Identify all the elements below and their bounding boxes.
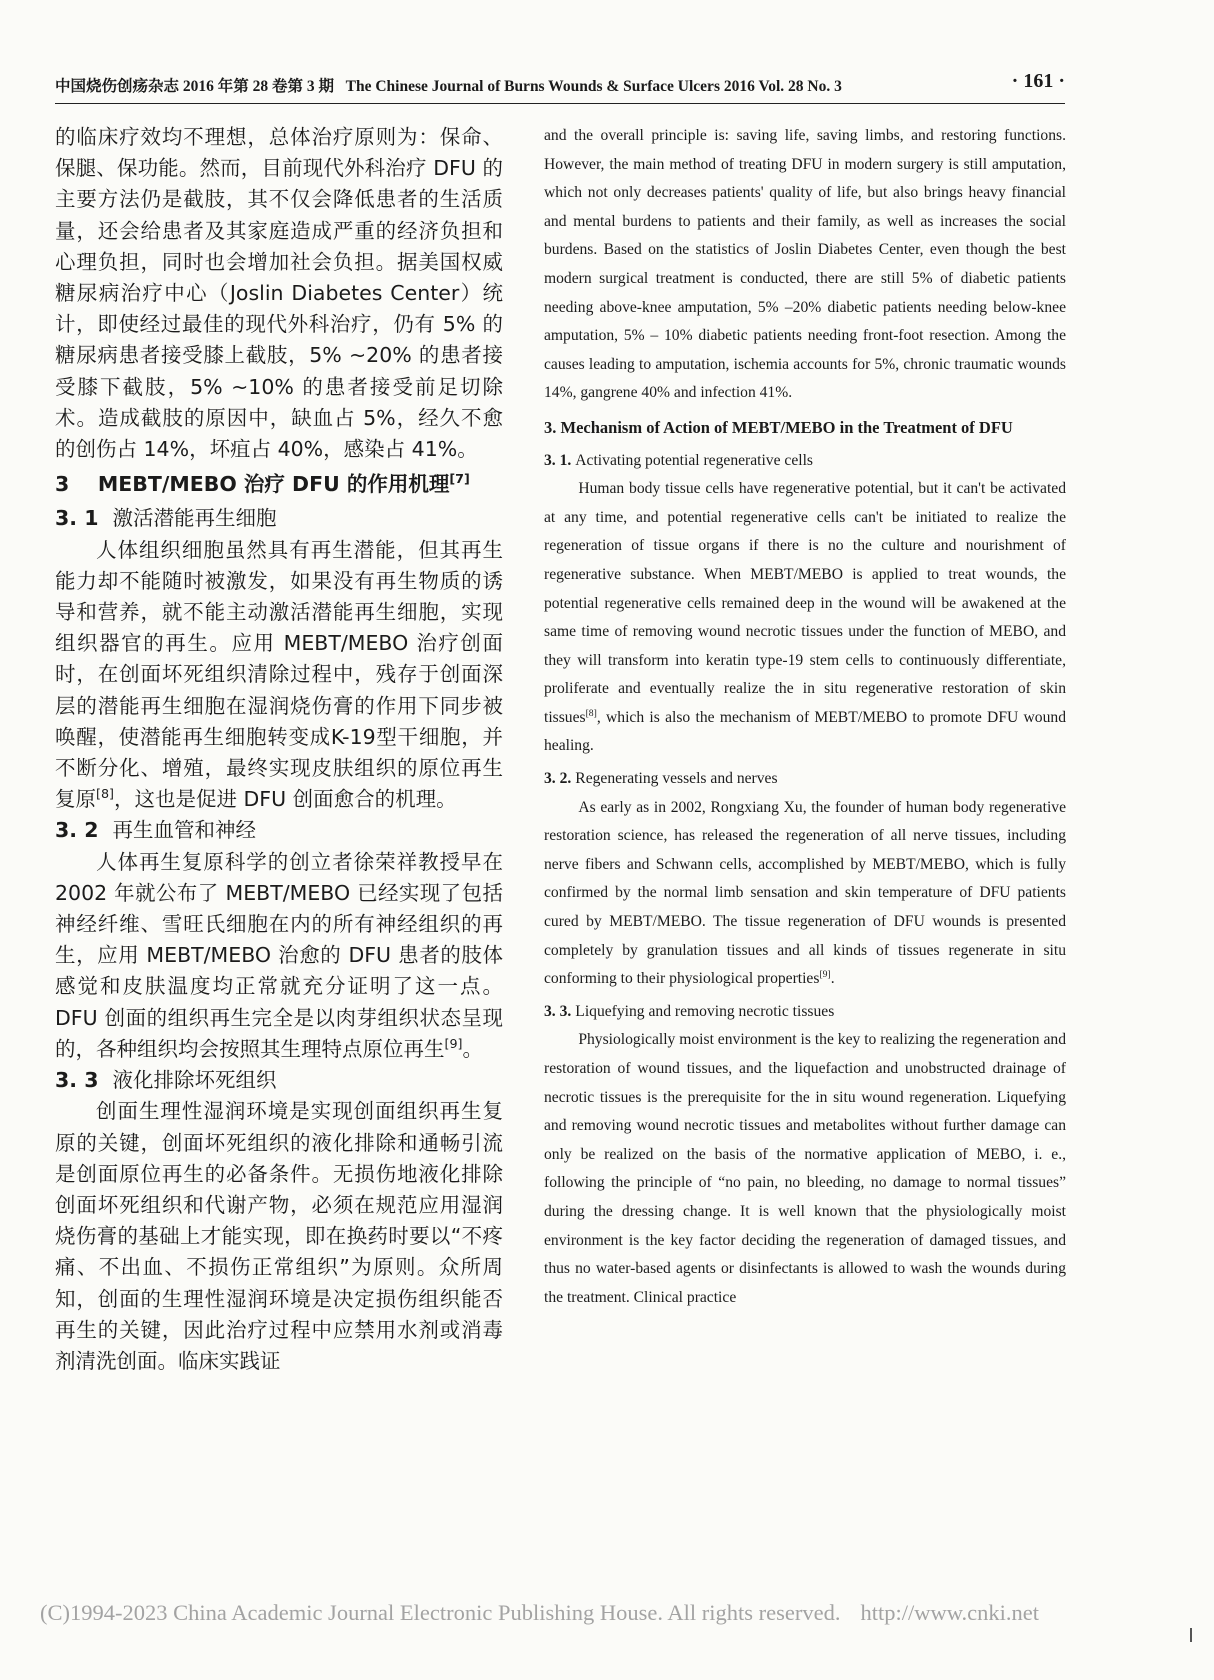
cn-s32-text-b: 。 xyxy=(462,1036,483,1061)
en-section-3-heading: 3. Mechanism of Action of MEBT/MEBO in the Treatment of DFU xyxy=(544,417,1013,437)
cn-section-3-number: 3 xyxy=(55,472,70,497)
journal-name-cn: 中国烧伤创疡杂志 2016 年第 28 卷第 3 期 xyxy=(55,78,335,95)
cn-intro-paragraph: 的临床疗效均不理想，总体治疗原则为：保命、保腿、保功能。然而，目前现代外科治疗 DFU 的主要方法仍是截肢，其不仅会降低患者的生活质量，还会给患者及其家庭造成严重的经济负担和心理负担，同时也会增加社会负担。据美国权威糖尿病治疗中心（Joslin Diabetes Center）统计，即使经过最佳的现代外科治疗，仍有 5% 的糖尿病患者接受膝上截肢，5% ~20% 的患者接受膝下截肢，5% ~10% 的患者接受前足切除术。造成截肢的原因中，缺血占 5%，经久不愈的创伤占 14%，坏疽占 40%，感染占 41%。 xyxy=(55,125,503,462)
cn-subsection-3-2-heading xyxy=(55,815,503,846)
journal-name-en: The Chinese Journal of Burns Wounds & Surface Ulcers 2016 Vol. 28 No. 3 xyxy=(345,78,842,95)
en-subsection-3-3-heading xyxy=(544,998,1066,1027)
cn-s32-ref: [9] xyxy=(444,1036,463,1052)
cn-section-3-heading xyxy=(55,469,503,500)
en-s31-text-a: Human body tissue cells have regenerative potential, but it can't be activated at any time, and potential regenerative cells can't be initiated to realize the regeneration of tissue organs if there is no the culture and nourishment of regenerative substance. When MEBT/MEBO is applied to treat wounds, the potential regenerative cells remained deep in the wound will be awakened at the same time of removing wound necrotic tissues under the function of MEBO, and they will transform into keratin type-19 stem cells to continuously differentiate, proliferate and eventually realize the in situ regenerative restoration of skin tissues xyxy=(544,480,1066,726)
cn-section-3-ref: [7] xyxy=(449,471,470,487)
en-subsection-3-2-number: 3. 2. xyxy=(544,770,572,788)
en-subsection-3-1-heading xyxy=(544,447,1066,476)
en-subsection-3-3-number: 3. 3. xyxy=(544,1002,572,1020)
margin-tick-mark xyxy=(1190,1628,1192,1642)
page-number: · 161 · xyxy=(1011,70,1065,92)
cn-subsection-3-1-title: 激活潜能再生细胞 xyxy=(112,506,277,531)
cn-subsection-3-3-heading xyxy=(55,1065,503,1096)
en-intro-paragraph: and the overall principle is: saving life, saving limbs, and restoring functions. However, the main method of treating DFU in modern surgery is still amputation, which not only decreases patients' quality of life, but also brings heavy financial and mental burdens to patients and their family, as well as increases the social burdens. Based on the statistics of Joslin Diabetes Center, even though the best modern surgical treatment is conducted, there are still 5% of diabetic patients needing above-knee amputation, 5% –20% diabetic patients needing below-knee amputation, 5% – 10% diabetic patients needing front-foot resection. Among the causes leading to amputation, ischemia accounts for 5%, chronic traumatic wounds 14%, gangrene 40% and infection 41%. xyxy=(544,127,1066,402)
en-subsection-3-1-number: 3. 1. xyxy=(544,451,572,469)
chinese-column xyxy=(55,122,503,1377)
journal-citation xyxy=(55,74,842,96)
cn-subsection-3-2-paragraph xyxy=(55,847,503,1065)
copyright-notice: (C)1994-2023 China Academic Journal Electronic Publishing House. All rights reserved. xyxy=(40,1600,841,1625)
en-subsection-3-2-heading xyxy=(544,765,1066,794)
header-rule xyxy=(55,103,1065,104)
en-subsection-3-2-title: Regenerating vessels and nerves xyxy=(575,770,778,788)
cn-subsection-3-1-paragraph xyxy=(55,535,503,816)
cn-subsection-3-3-title: 液化排除坏死组织 xyxy=(112,1068,277,1093)
en-s32-ref: [9] xyxy=(819,969,831,981)
en-subsection-3-3-title: Liquefying and removing necrotic tissues xyxy=(575,1002,835,1020)
english-column xyxy=(544,122,1066,1312)
cn-subsection-3-1-number: 3. 1 xyxy=(55,506,99,531)
cn-subsection-3-2-title: 再生血管和神经 xyxy=(112,818,256,843)
en-s31-text-b: , which is also the mechanism of MEBT/MEBO to promote DFU wound healing. xyxy=(544,708,1066,755)
en-subsection-3-1-paragraph xyxy=(544,475,1066,761)
cn-s31-text-b: ，这也是促进 DFU 创面愈合的机理。 xyxy=(114,787,457,812)
en-subsection-3-2-paragraph xyxy=(544,794,1066,994)
cn-subsection-3-2-number: 3. 2 xyxy=(55,818,99,843)
cn-s32-text-a: 人体再生复原科学的创立者徐荣祥教授早在 2002 年就公布了 MEBT/MEBO 已经实现了包括神经纤维、雪旺氏细胞在内的所有神经组织的再生，应用 MEBT/MEBO 治愈的 DFU 患者的肢体感觉和皮肤温度均正常就充分证明了这一点。DFU 创面的组织再生完全是以肉芽组织状态呈现的，各种组织均会按照其生理特点原位再生 xyxy=(55,849,503,1061)
en-s31-ref: [8] xyxy=(585,707,597,719)
en-subsection-3-3-paragraph: Physiologically moist environment is the key to realizing the regeneration and restoration of wound tissues, and the liquefaction and unobstructed drainage of necrotic tissues is the prerequisite for the in situ wound regeneration. Liquefying and removing wound necrotic tissues and metabolites without further damage can only be realized on the basis of the normative application of MEBO, i. e., following the principle of “no pain, no bleeding, no damage to normal tissues” during the dressing change. It is well known that the physiologically moist environment is the key factor deciding the regeneration of damaged tissues, and thus no water-based agents or disinfectants is allowed to wash the wounds during the treatment. Clinical practice xyxy=(544,1031,1066,1306)
cn-s31-text-a: 人体组织细胞虽然具有再生潜能，但其再生能力却不能随时被激发，如果没有再生物质的诱导和营养，就不能主动激活潜能再生细胞，实现组织器官的再生。应用 MEBT/MEBO 治疗创面时，在创面坏死组织清除过程中，残存于创面深层的潜能再生细胞在湿润烧伤膏的作用下同步被唤醒，使潜能再生细胞转变成K-19型干细胞，并不断分化、增殖，最终实现皮肤组织的原位再生复原 xyxy=(55,537,503,812)
en-s32-text-a: As early as in 2002, Rongxiang Xu, the founder of human body regenerative restoration science, has released the regeneration of all nerve tissues, including nerve fibers and Schwann cells, accomplished by MEBT/MEBO, which is fully confirmed by the normal limb sensation and skin temperature of DFU patients cured by MEBT/MEBO. The tissue regeneration of DFU wounds is presented completely by granulation tissues and all kinds of tissues regenerate in situ conforming to their physiological properties xyxy=(544,798,1066,988)
cn-subsection-3-1-heading xyxy=(55,503,503,534)
cn-section-3-title: MEBT/MEBO 治疗 DFU 的作用机理 xyxy=(97,472,450,497)
en-s32-text-b: . xyxy=(830,970,835,988)
cn-subsection-3-3-paragraph: 创面生理性湿润环境是实现创面组织再生复原的关键，创面坏死组织的液化排除和通畅引流是创面原位再生的必备条件。无损伤地液化排除创面坏死组织和代谢产物，必须在规范应用湿润烧伤膏的基础上才能实现，即在换药时要以“不疼痛、不出血、不损伤正常组织”为原则。众所周知，创面的生理性湿润环境是决定损伤组织能否再生的关键，因此治疗过程中应禁用水剂或消毒剂清洗创面。临床实践证 xyxy=(55,1099,503,1373)
en-subsection-3-1-title: Activating potential regenerative cells xyxy=(575,451,814,469)
cn-subsection-3-3-number: 3. 3 xyxy=(55,1068,99,1093)
copyright-footer xyxy=(40,1600,1190,1626)
running-header xyxy=(55,70,1065,96)
cn-s31-ref: [8] xyxy=(96,786,114,802)
footer-url: http://www.cnki.net xyxy=(860,1600,1040,1625)
